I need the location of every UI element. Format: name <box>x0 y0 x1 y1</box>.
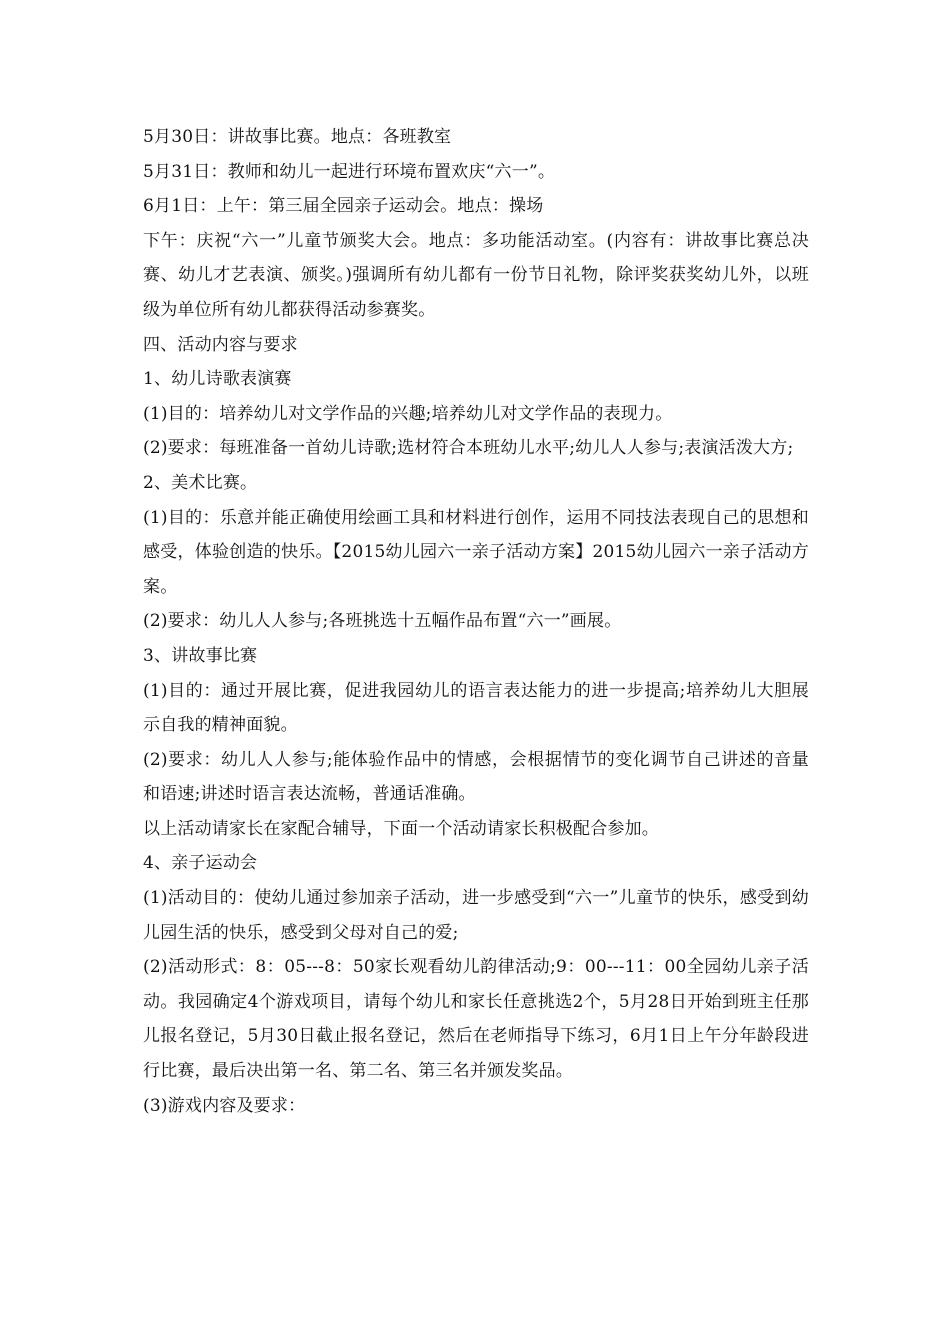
paragraph-poetry-goal: (1)目的：培养幼儿对文学作品的兴趣;培养幼儿对文学作品的表现力。 <box>143 403 673 424</box>
paragraph-parent-note: 以上活动请家长在家配合辅导，下面一个活动请家长积极配合参加。 <box>143 818 659 839</box>
paragraph-schedule-june1-morning: 6月1日：上午：第三届全园亲子运动会。地点：操场 <box>143 196 544 217</box>
paragraph-sports-format: (2)活动形式：8：05---8：50家长观看幼儿韵律活动;9：00---11：00全园幼儿亲子活动。我园确定4个游戏项目，请每个幼儿和家长任意挑选2个，5月28日开始到班主任那儿报名登记，5月30日截止报名登记，然后在老师指导下练习，6月1日上午分年龄段进行比赛，最后决出第一名、第二名、第三名并颁发奖品。 <box>143 957 809 1082</box>
paragraph-schedule-june1-afternoon: 下午：庆祝“六一”儿童节颁奖大会。地点：多功能活动室。(内容有：讲故事比赛总决赛、幼儿才艺表演、颁奖。)强调所有幼儿都有一份节日礼物，除评奖获奖幼儿外，以班级为单位所有幼儿都获得活动参赛奖。 <box>143 230 809 320</box>
subheading-poetry: 1、幼儿诗歌表演赛 <box>143 369 292 390</box>
paragraph-poetry-requirement: (2)要求：每班准备一首幼儿诗歌;选材符合本班幼儿水平;幼儿人人参与;表演活泼大方; <box>143 438 794 459</box>
paragraph-sports-goal: (1)活动目的：使幼儿通过参加亲子活动，进一步感受到“六一”儿童节的快乐，感受到幼儿园生活的快乐，感受到父母对自己的爱; <box>143 888 809 943</box>
subheading-storytelling: 3、讲故事比赛 <box>143 645 258 666</box>
document-page <box>143 120 809 1123</box>
paragraph-game-content: (3)游戏内容及要求： <box>143 1095 306 1116</box>
paragraph-storytelling-requirement: (2)要求：幼儿人人参与;能体验作品中的情感，会根据情节的变化调节自己讲述的音量和语速;讲述时语言表达流畅，普通话准确。 <box>143 749 809 805</box>
paragraph-art-requirement: (2)要求：幼儿人人参与;各班挑选十五幅作品布置“六一”画展。 <box>143 611 622 632</box>
subheading-sports-meet: 4、亲子运动会 <box>143 853 258 874</box>
paragraph-schedule-may31: 5月31日：教师和幼儿一起进行环境布置欢庆“六一”。 <box>143 161 556 182</box>
paragraph-storytelling-goal: (1)目的：通过开展比赛，促进我园幼儿的语言表达能力的进一步提高;培养幼儿大胆展示自我的精神面貌。 <box>143 680 809 736</box>
section-heading-activities: 四、活动内容与要求 <box>143 334 298 355</box>
paragraph-art-goal: (1)目的：乐意并能正确使用绘画工具和材料进行创作，运用不同技法表现自己的思想和感受，体验创造的快乐。【2015幼儿园六一亲子活动方案】2015幼儿园六一亲子活动方案。 <box>143 507 809 597</box>
subheading-art: 2、美术比赛。 <box>143 472 258 493</box>
paragraph-schedule-may30: 5月30日：讲故事比赛。地点：各班教室 <box>143 127 452 147</box>
